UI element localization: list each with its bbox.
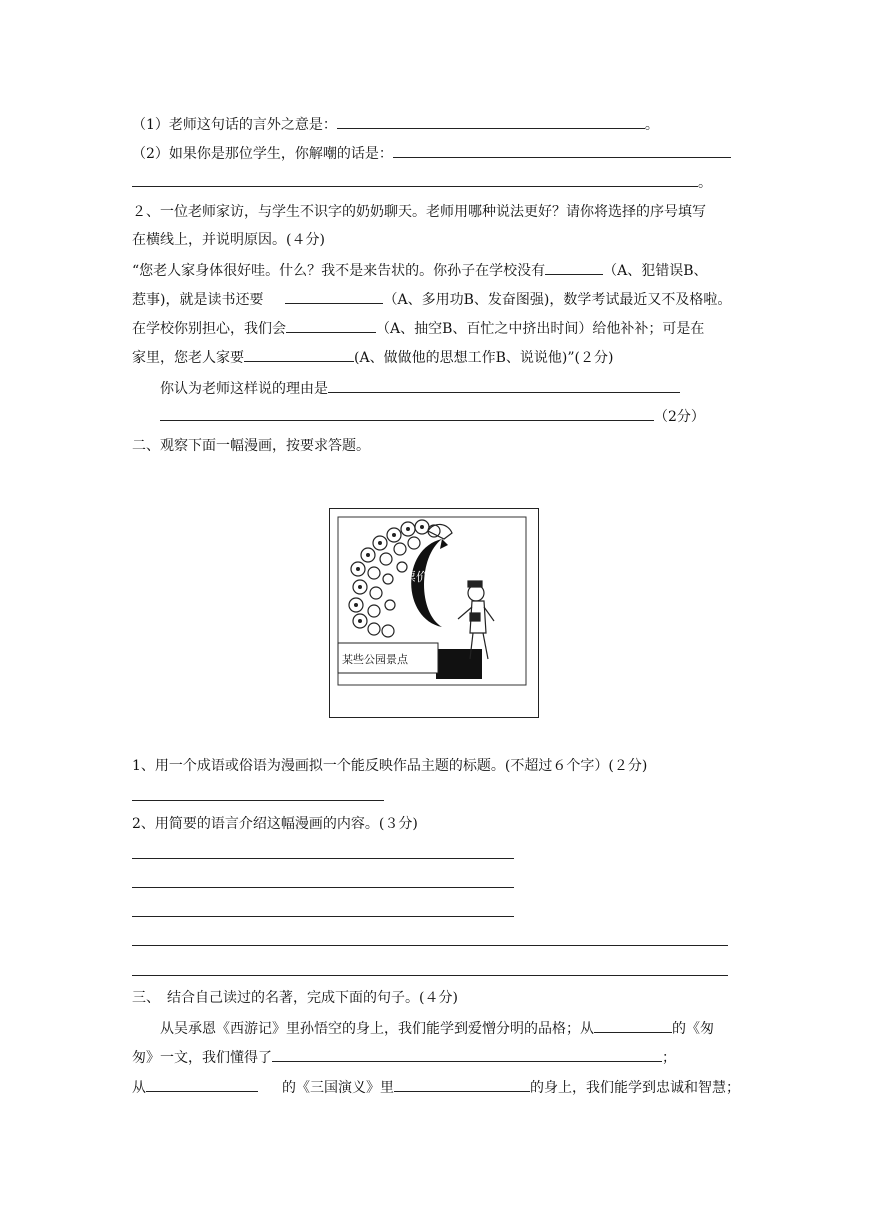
s3-blank-author[interactable] <box>594 1018 672 1033</box>
quote-text: 惹事)，就是读书还要 <box>132 292 264 308</box>
s3-blank-character[interactable] <box>394 1077 530 1092</box>
ticket-label: 票价 <box>404 570 429 584</box>
reason-label: 你认为老师这样说的理由是 <box>160 381 328 397</box>
tourist-figure <box>458 581 494 659</box>
s3-text: ； <box>662 1050 676 1066</box>
section2-q2-answer-line-4[interactable] <box>132 945 728 946</box>
blank-1[interactable] <box>545 260 603 275</box>
q2-answer-blank-1[interactable] <box>393 143 731 158</box>
s3-text: 匆》一文，我们懂得了 <box>132 1050 272 1066</box>
s3-blank-lesson[interactable] <box>272 1047 662 1062</box>
quote-line-1 <box>132 260 708 281</box>
section2-q2-answer-line-3[interactable] <box>132 916 514 917</box>
q2-answer-blank-2[interactable] <box>132 172 698 187</box>
q2-row <box>132 143 731 164</box>
item2-line2: 在横线上，并说明原因。(４分) <box>132 232 325 248</box>
quote-options: （A、多用功B、发奋图强)，数学考试最近又不及格啦。 <box>383 292 732 308</box>
q2-row-2 <box>132 172 712 193</box>
s3-text: 的身上，我们能学到忠诚和智慧； <box>530 1080 740 1096</box>
quote-line-2 <box>132 289 731 310</box>
quote-line-4 <box>132 347 613 368</box>
cartoon-illustration <box>330 509 538 717</box>
section2-q1-answer-line[interactable] <box>132 800 384 801</box>
s3-text: 从吴承恩《西游记》里孙悟空的身上，我们能学到爱憎分明的品格；从 <box>160 1021 594 1037</box>
section2-heading: 二、观察下面一幅漫画，按要求答题。 <box>132 438 370 454</box>
q1-label: （1）老师这句话的言外之意是： <box>132 117 337 133</box>
quote-text: 家里，您老人家要 <box>132 350 244 366</box>
s3-text: 的《匆 <box>672 1021 714 1037</box>
blank-4[interactable] <box>244 347 354 362</box>
q2-end: 。 <box>698 175 712 191</box>
cartoon-image <box>329 508 539 718</box>
quote-options: （A、抽空B、百忙之中挤出时间）给他补补；可是在 <box>376 321 705 337</box>
q2-label: （2）如果你是那位学生，你解嘲的话是： <box>132 146 393 162</box>
section3-heading: 三、 结合自己读过的名著，完成下面的句子。(４分) <box>132 990 458 1006</box>
section2-q2-answer-line-5[interactable] <box>132 975 728 976</box>
section2-q2-answer-line-2[interactable] <box>132 887 514 888</box>
reason-blank-2[interactable] <box>160 406 654 421</box>
reason-score: （2分） <box>654 409 705 425</box>
reason-blank-1[interactable] <box>328 378 680 393</box>
s3-line-3 <box>132 1077 740 1098</box>
quote-text: “您老人家身体很好哇。什么？我不是来告状的。你孙子在学校没有 <box>132 263 546 279</box>
quote-line-3 <box>132 318 704 339</box>
section2-q1: 1、用一个成语或俗语为漫画拟一个能反映作品主题的标题。(不超过６个字）(２分) <box>132 758 648 774</box>
reason-row-2 <box>160 406 705 427</box>
s3-text: 的《三国演义》里 <box>282 1080 394 1096</box>
q1-row <box>132 114 659 135</box>
item2-line1: ２、一位老师家访，与学生不识字的奶奶聊天。老师用哪种说法更好？请你将选择的序号填写 <box>132 204 706 220</box>
blank-2[interactable] <box>285 289 383 304</box>
s3-line-1 <box>160 1018 714 1039</box>
s3-blank-author-2[interactable] <box>146 1077 258 1092</box>
s3-line-2 <box>132 1047 676 1068</box>
quote-text: 在学校你别担心，我们会 <box>132 321 286 337</box>
section2-q2-answer-line-1[interactable] <box>132 858 514 859</box>
q1-end: 。 <box>644 117 659 133</box>
blank-3[interactable] <box>286 318 376 333</box>
quote-options: （A、犯错误B、 <box>603 263 708 279</box>
section2-q2: 2、用简要的语言介绍这幅漫画的内容。(３分) <box>132 816 418 832</box>
q1-answer-blank[interactable] <box>337 114 645 129</box>
reason-row <box>160 378 680 399</box>
s3-text: 从 <box>132 1080 146 1096</box>
sign-label: 某些公园景点 <box>342 653 408 666</box>
quote-options: (A、做做他的思想工作B、说说他)”(２分) <box>354 350 614 366</box>
